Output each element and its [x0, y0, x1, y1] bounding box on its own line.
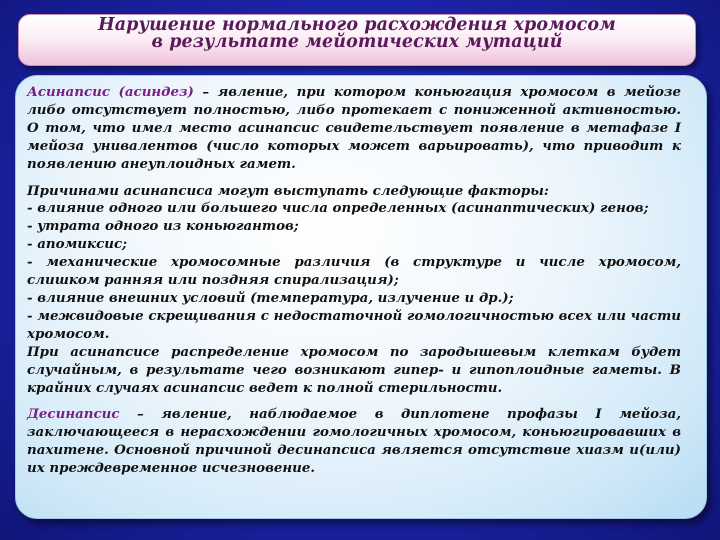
desynapsis-term: Десинапсис	[27, 406, 120, 423]
desynapsis-definition: – явление, наблюдаемое в диплотене профазы I мейоза, заключающееся в нерасхождении гомологичных хромосом, коньюгировавших в пахитене. Основной причиной десинапсиса является отсутствие хиазм и(или) их преждевременное исчезновение.	[27, 406, 681, 477]
content-box	[15, 75, 707, 519]
cause-item-4: - механические хромосомные различия (в структуре и числе хромосом, слишком ранняя или поздняя спирализация);	[27, 254, 681, 289]
title-box	[18, 14, 696, 66]
content-text	[27, 84, 681, 478]
asynapsis-term: Асинапсис (асиндез)	[27, 84, 194, 100]
asynapsis-paragraph	[27, 84, 681, 174]
title-line-1: Нарушение нормального расхождения хромосом	[98, 15, 616, 35]
causes-intro: Причинами асинапсиса могут выступать следующие факторы:	[27, 182, 549, 199]
cause-item-1: - влияние одного или большего числа определенных (асинаптических) генов;	[27, 200, 649, 217]
cause-item-6: - межвидовые скрещивания с недостаточной гомологичностью всех или части хромосом.	[27, 307, 681, 342]
cause-item-2: - утрата одного из коньюгантов;	[27, 218, 299, 235]
desynapsis-paragraph	[27, 406, 681, 478]
cause-item-5: - влияние внешних условий (температура, излучение и др.);	[27, 289, 514, 306]
title-line-2: в результате мейотических мутаций	[151, 32, 563, 52]
asynapsis-definition: – явление, при котором коньюгация хромосом в мейозе либо отсутствует полностью, либо протекает с пониженной активностью. О том, что имел место асинапсис свидетельствует появление в метафазе I мейоза унивалентов (число которых может варьировать), что приводит к появлению анеуплоидных гамет.	[27, 84, 681, 172]
consequence-paragraph: При асинапсисе распределение хромосом по зародышевым клеткам будет случайным, в результате чего возникают гипер- и гипоплоидные гаметы. В крайних случаях асинапсис ведет к полной стерильности.	[27, 343, 681, 396]
cause-item-3: - апомиксис;	[27, 236, 128, 253]
